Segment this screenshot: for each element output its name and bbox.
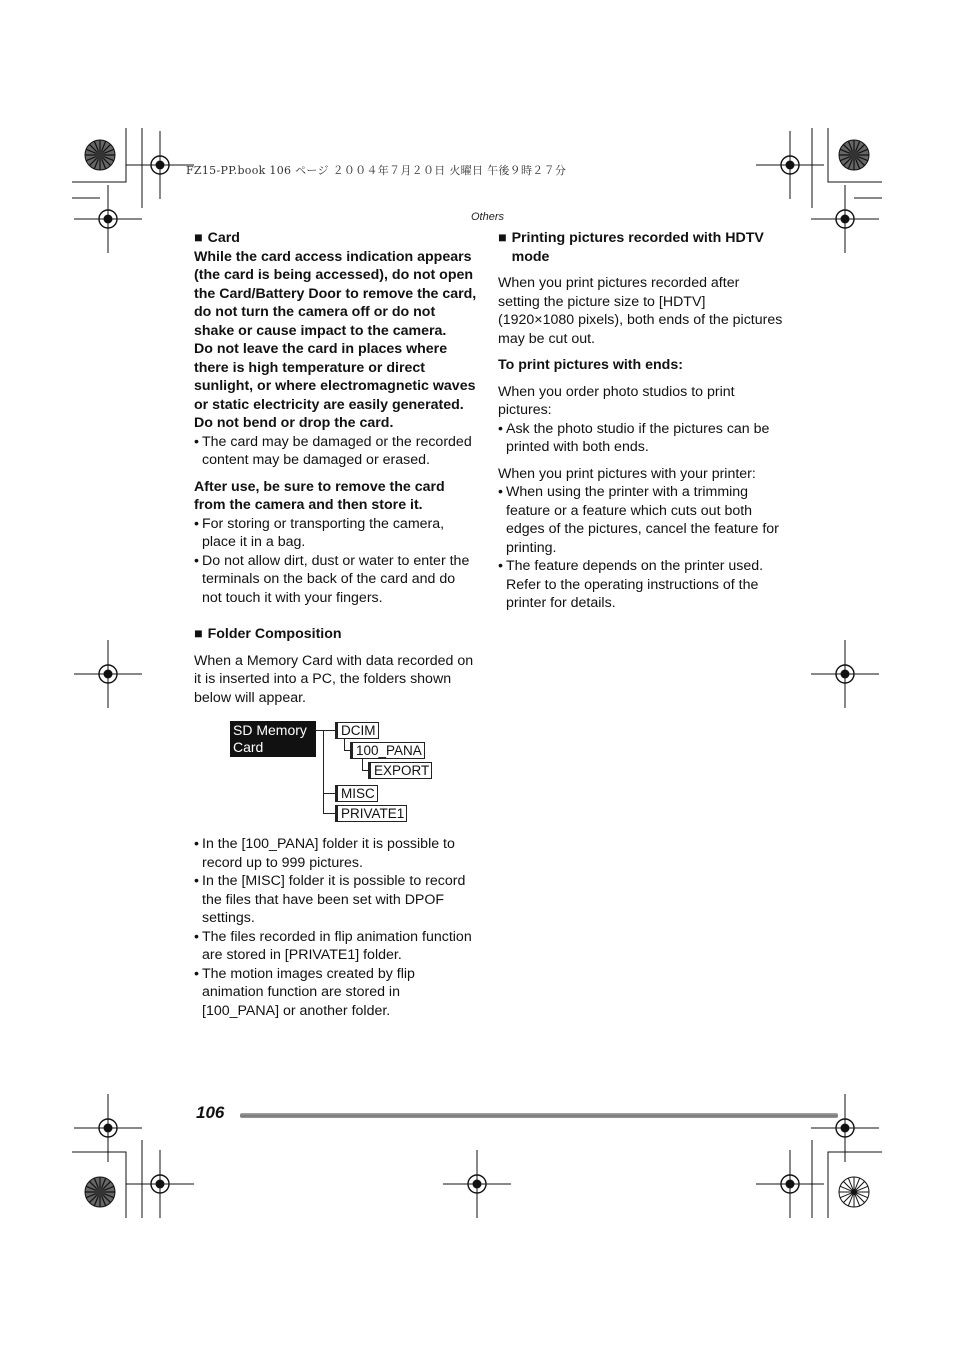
- list-item: [194, 928, 478, 965]
- bullet-dot: •: [194, 552, 199, 569]
- bullet-text: The motion images created by flip animation function are stored in [100_PANA] or another folder.: [202, 965, 415, 1019]
- bullet-dot: •: [194, 965, 199, 982]
- square-bullet-icon: ■: [194, 230, 203, 246]
- folder-dcim: DCIM: [335, 722, 379, 739]
- bullet-dot: •: [194, 873, 199, 889]
- folder-tree: [194, 713, 478, 835]
- list-item: [194, 433, 478, 470]
- folder-private1: PRIVATE1: [335, 805, 407, 822]
- list-item: [498, 557, 784, 613]
- folder-export: EXPORT: [368, 762, 432, 779]
- bullet-text: The feature depends on the printer used. Refer to the operating instructions of the printer for details.: [506, 558, 764, 611]
- folder-root-sd-card: SD Memory Card: [230, 721, 316, 757]
- hdtv-heading-text: Printing pictures recorded with HDTV mode: [511, 230, 764, 265]
- bullet-dot: •: [194, 836, 199, 852]
- bullet-text: The files recorded in flip animation function are stored in [PRIVATE1] folder.: [202, 928, 472, 963]
- bullet-dot: •: [498, 420, 503, 437]
- card-warning-3: Do not bend or drop the card.: [194, 415, 394, 431]
- bullet-dot: •: [498, 558, 503, 574]
- list-item: [194, 872, 478, 928]
- card-heading-text: Card: [207, 230, 240, 246]
- folder-heading: [194, 625, 478, 644]
- bullet-text: In the [100_PANA] folder it is possible to record up to 999 pictures.: [202, 836, 455, 871]
- card-heading: [194, 229, 478, 248]
- hdtv-heading: [498, 229, 784, 266]
- bullet-dot: •: [194, 515, 199, 532]
- card-warning-1: While the card access indication appears (the card is being accessed), do not open the Card/Battery Door to remove the card, do not turn the camera off or do not shake or cause impact to the camera.: [194, 248, 477, 339]
- bullet-dot: •: [194, 433, 199, 450]
- bullet-text: The card may be damaged or the recorded content may be damaged or erased.: [202, 433, 472, 468]
- bullet-text: Ask the photo studio if the pictures can be printed with both ends.: [506, 420, 770, 455]
- bullet-text: When using the printer with a trimming feature or a feature which cuts out both edges of the pictures, cancel the feature for printing.: [506, 484, 779, 556]
- section-label: Others: [470, 211, 504, 223]
- bullet-text: Do not allow dirt, dust or water to enter the terminals on the back of the card and do not touch it with your fingers.: [202, 552, 470, 606]
- printer-intro: When you print pictures with your printer:: [498, 465, 756, 482]
- folder-misc: MISC: [335, 785, 378, 802]
- hdtv-intro: When you print pictures recorded after setting the picture size to [HDTV] (1920×1080 pixels), both ends of the pictures may be cut out.: [498, 275, 783, 347]
- list-item: [194, 965, 478, 1021]
- bullet-dot: •: [194, 928, 199, 945]
- square-bullet-icon: ■: [194, 626, 203, 642]
- bullet-text: In the [MISC] folder it is possible to record the files that have been set with DPOF settings.: [202, 873, 466, 926]
- folder-100-pana: 100_PANA: [350, 742, 425, 759]
- bullet-text: For storing or transporting the camera, place it in a bag.: [202, 515, 445, 550]
- page-number: 106: [196, 1103, 225, 1122]
- footer-rule: [240, 1113, 838, 1118]
- bullet-dot: •: [498, 484, 503, 500]
- list-item: [194, 835, 478, 872]
- card-warning-2: Do not leave the card in places where there is high temperature or direct sunlight, or where electromagnetic waves or static electricity are easily generated.: [194, 341, 476, 413]
- to-print-heading: To print pictures with ends:: [498, 357, 683, 373]
- print-header: FZ15-PP.book 106 ページ ２００４年７月２０日 火曜日 午後９時２７分: [186, 164, 567, 177]
- right-column: [498, 229, 784, 613]
- folder-intro: When a Memory Card with data recorded on it is inserted into a PC, the folders shown below will appear.: [194, 652, 474, 706]
- studio-intro: When you order photo studios to print pictures:: [498, 383, 735, 418]
- list-item: [194, 552, 478, 608]
- list-item: [194, 515, 478, 552]
- list-item: [498, 420, 784, 457]
- square-bullet-icon: ■: [498, 230, 507, 246]
- left-column: [194, 229, 478, 1020]
- folder-heading-text: Folder Composition: [207, 626, 342, 642]
- after-use-note: After use, be sure to remove the card from the camera and then store it.: [194, 478, 445, 513]
- list-item: [498, 483, 784, 557]
